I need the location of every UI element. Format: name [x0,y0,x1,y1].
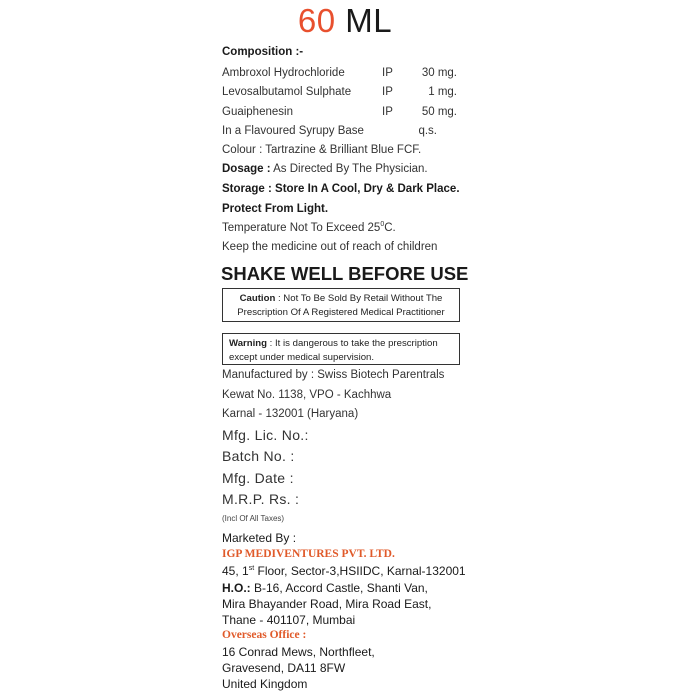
ingredient-name: Levosalbutamol Sulphate [222,86,352,98]
keep-away-line: Keep the medicine out of reach of children [222,241,438,253]
dosage-text: As Directed By The Physician. [273,163,428,175]
head-office-label: H.O.: [222,581,251,595]
marketer-company: IGP MEDIVENTURES PVT. LTD. [222,548,395,560]
overseas-line-2: Gravesend, DA11 8FW [222,661,346,675]
mrp-field: M.R.P. Rs. : [222,491,300,507]
address-1-post: Floor, Sector-3,HSIIDC, Karnal-132001 [254,564,466,578]
protect-line: Protect From Light. [222,203,329,215]
overseas-line-1: 16 Conrad Mews, Northfleet, [222,645,375,659]
manufacturer-line-2: Kewat No. 1138, VPO - Kachhwa [222,389,392,401]
ingredient-quantity: q.s. [418,125,437,137]
overseas-line-3: United Kingdom [222,677,308,691]
marketer-address-3: Mira Bhayander Road, Mira Road East, [222,597,432,611]
ingredient-name: Ambroxol Hydrochloride [222,67,345,79]
temperature-suffix: C. [384,221,396,234]
volume-unit: ML [345,2,393,39]
ingredient-row [222,125,462,139]
colour-line: Colour : Tartrazine & Brilliant Blue FCF. [222,144,422,156]
ingredient-row [222,106,462,120]
batch-field: Batch No. : [222,448,295,464]
mfg-date-field: Mfg. Date : [222,470,294,486]
shake-well-heading: SHAKE WELL BEFORE USE [221,263,469,284]
caution-text-1: : Not To Be Sold By Retail Without The [275,293,443,304]
manufacturer-line-3: Karnal - 132001 (Haryana) [222,408,359,420]
ingredient-quantity: 50 mg. [421,106,457,118]
storage-line: Storage : Store In A Cool, Dry & Dark Place. [222,183,460,195]
temperature-degree: 0 [380,221,385,228]
ingredient-standard: IP [382,106,393,118]
ingredient-name: In a Flavoured Syrupy Base [222,125,364,137]
dosage-label: Dosage : [222,163,271,175]
head-office-line [222,581,428,595]
ingredient-row [222,86,462,100]
ingredient-quantity: 1 mg. [428,86,457,98]
volume-number: 60 [297,2,336,39]
address-1-pre: 45, 1 [222,564,249,578]
ingredient-standard: IP [382,86,393,98]
ingredient-name: Guaiphenesin [222,106,293,118]
warning-text-2: except under medical supervision. [229,352,375,363]
address-1-sup: st [248,565,255,572]
manufacturer-line-1: Manufactured by : Swiss Biotech Parentrals [222,369,445,381]
ingredient-row [222,67,462,81]
ingredient-standard: IP [382,67,393,79]
taxes-note: (Incl Of All Taxes) [222,514,285,523]
mfg-lic-field: Mfg. Lic. No.: [222,427,309,443]
ingredient-quantity: 30 mg. [421,67,457,79]
temperature-line [222,221,396,234]
overseas-office-label: Overseas Office : [222,629,307,641]
head-office-text: B-16, Accord Castle, Shanti Van, [250,581,428,595]
dosage-line [222,163,428,175]
temperature-prefix: Temperature Not To Exceed 25 [222,221,381,234]
caution-box [222,288,460,322]
composition-heading: Composition :- [222,46,304,58]
product-volume-title [0,2,690,40]
caution-label: Caution [239,293,276,304]
warning-label: Warning [229,338,268,349]
marketer-address-4: Thane - 401107, Mumbai [222,613,356,627]
caution-text-2: Prescription Of A Registered Medical Practitioner [237,307,445,318]
warning-box [222,333,460,365]
warning-text-1: : It is dangerous to take the prescription [267,338,438,349]
marketer-address-1 [222,564,466,578]
marketed-by-label: Marketed By : [222,531,297,545]
